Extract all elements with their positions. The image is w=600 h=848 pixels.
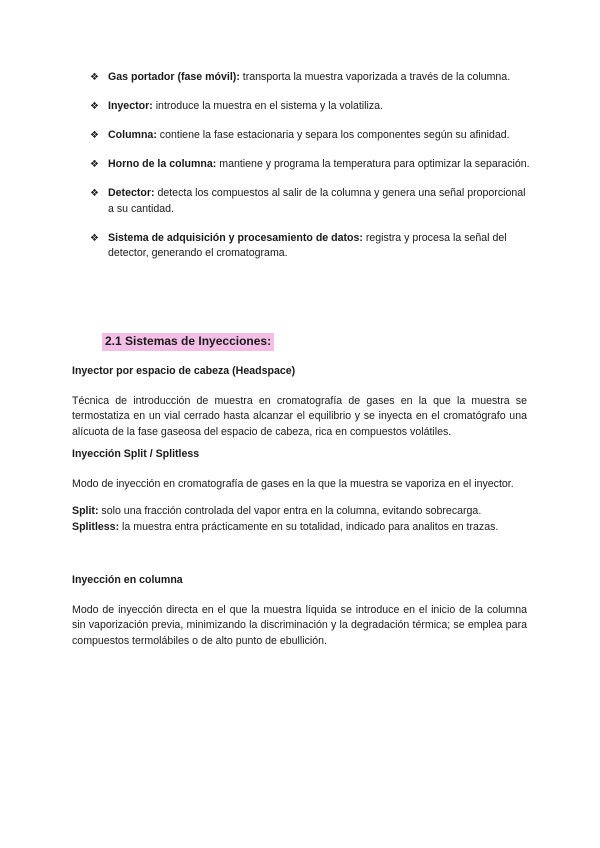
headspace-section <box>72 364 527 440</box>
split-definition <box>72 504 527 520</box>
list-item <box>90 128 530 144</box>
diamond-bullet-icon: ❖ <box>90 159 99 170</box>
list-item <box>90 99 530 115</box>
split-paragraph: Modo de inyección en cromatografía de gases en la que la muestra se vaporiza en el inyector. <box>72 477 514 490</box>
component-list <box>90 70 530 275</box>
split-text: solo una fracción controlada del vapor entra en la columna, evitando sobrecarga. <box>98 505 482 517</box>
list-item-term: Horno de la columna: <box>108 158 217 170</box>
list-item <box>90 70 530 86</box>
diamond-bullet-icon: ❖ <box>90 188 99 199</box>
list-item <box>90 157 530 173</box>
list-item-term: Inyector: <box>108 100 153 112</box>
diamond-bullet-icon: ❖ <box>90 101 99 112</box>
diamond-bullet-icon: ❖ <box>90 130 99 141</box>
splitless-term: Splitless: <box>72 520 120 533</box>
column-injection-heading: Inyección en columna <box>72 574 183 586</box>
split-term: Split: <box>72 505 99 517</box>
list-item-term: Columna: <box>108 129 157 141</box>
splitless-text: la muestra entra prácticamente en su totalidad, indicado para analitos en trazas. <box>119 520 499 533</box>
diamond-bullet-icon: ❖ <box>90 232 99 244</box>
diamond-bullet-icon: ❖ <box>90 72 99 83</box>
list-item-text: transporta la muestra vaporizada a través de la columna. <box>239 71 511 83</box>
split-heading: Inyección Split / Splitless <box>72 448 200 460</box>
list-item-text: mantiene y programa la temperatura para optimizar la separación. <box>216 158 530 170</box>
list-item-text: introduce la muestra en el sistema y la volatiliza. <box>152 100 383 112</box>
split-section <box>72 447 527 535</box>
list-item-term: Gas portador (fase móvil): <box>108 71 240 83</box>
column-injection-paragraph: Modo de inyección directa en el que la muestra líquida se introduce en el inicio de la columna sin vaporización previa, minimizando la discriminación y la degradación térmica; se emplea para compuestos termolábiles o de alto punto de ebullición. <box>72 603 527 647</box>
headspace-paragraph: Técnica de introducción de muestra en cromatografía de gases en la que la muestra se termostatiza en un vial cerrado hasta alcanzar el equilibrio y se inyecta en el cromatógrafo una alícuota de la fase gaseosa del espacio de cabeza, rica en compuestos volátiles. <box>72 394 527 438</box>
list-item <box>90 231 530 262</box>
list-item-term: Detector: <box>108 187 155 199</box>
list-item <box>90 186 530 217</box>
column-injection-section <box>72 573 527 649</box>
list-item-text: registra y procesa la señal del detector, generando el cromatograma. <box>108 231 507 259</box>
list-item-text: detecta los compuestos al salir de la columna y genera una señal proporcional a su cantidad. <box>108 187 526 215</box>
headspace-heading: Inyector por espacio de cabeza (Headspace) <box>72 365 296 377</box>
splitless-definition <box>72 520 527 536</box>
section-title: 2.1 Sistemas de Inyecciones: <box>102 333 274 351</box>
list-item-term: Sistema de adquisición y procesamiento de datos: <box>108 231 363 244</box>
list-item-text: contiene la fase estacionaria y separa los componentes según su afinidad. <box>156 129 510 141</box>
